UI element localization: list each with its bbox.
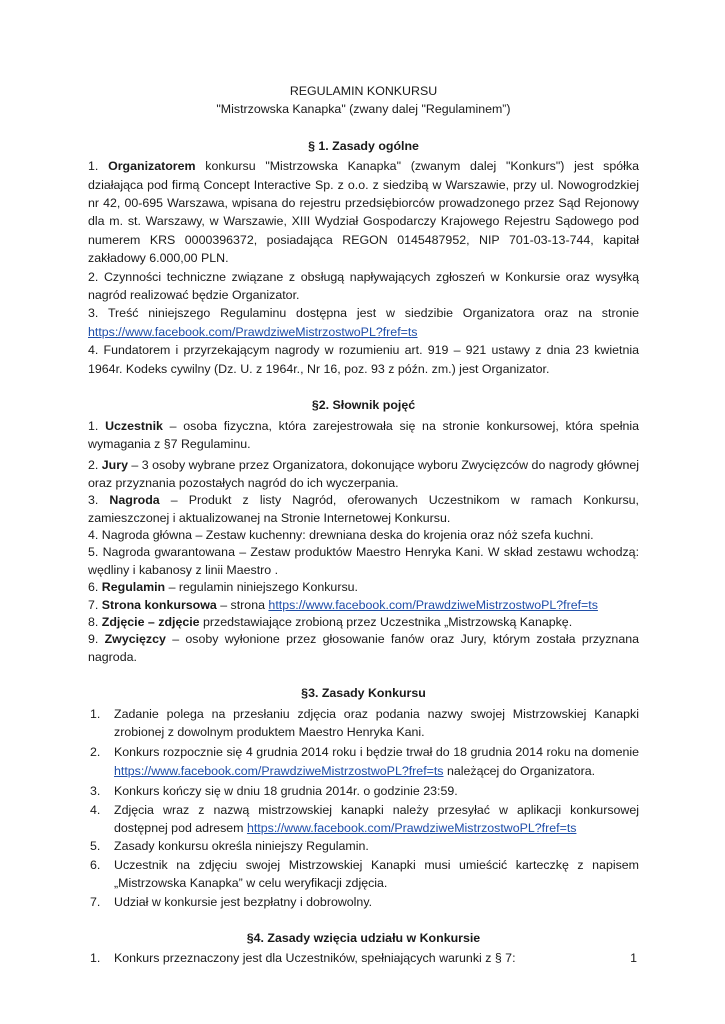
s2-item-1	[88, 417, 639, 454]
document-title: REGULAMIN KONKURSU	[289, 84, 438, 98]
item-text: Nagroda główna – Zestaw kuchenny: drewniana deska do krojenia oraz nóż szefa kuchni.	[101, 527, 594, 542]
section-4-title: §4. Zasady wzięcia udziału w Konkursie	[246, 931, 481, 946]
s2-item-8	[88, 614, 639, 631]
bold-term: Zdjęcie – zdjęcie	[101, 614, 200, 629]
paragraph-number: 1.	[88, 159, 109, 174]
s4-item-1	[88, 949, 639, 967]
item-text: – osoby wyłonione przez głosowanie fanów oraz Jury, którym została przyznana nagroda.	[88, 632, 639, 664]
s3-item-2	[88, 743, 639, 780]
s3-item-7	[88, 893, 639, 911]
document-subtitle: "Mistrzowska Kanapka" (zwany dalej "Regulaminem”)	[216, 102, 511, 117]
bold-term: Uczestnik	[105, 418, 163, 433]
facebook-link[interactable]: https://www.facebook.com/PrawdziweMistrzostwoPL?fref=ts	[88, 324, 418, 339]
s2-item-5	[88, 544, 639, 579]
s4-list	[88, 949, 639, 967]
item-number: 3.	[88, 493, 110, 508]
item-number: 4.	[90, 802, 101, 817]
item-text: przedstawiające zrobioną przez Uczestnika „Mistrzowską Kanapkę.	[199, 614, 573, 629]
item-text: – regulamin niniejszego Konkursu.	[165, 580, 358, 595]
item-number: 5.	[90, 839, 101, 854]
bold-term: Regulamin	[101, 580, 166, 595]
item-number: 4.	[88, 527, 102, 542]
page-number: 1	[630, 951, 637, 965]
document-header	[88, 82, 639, 119]
item-text: Udział w konkursie jest bezpłatny i dobrowolny.	[114, 894, 373, 909]
s3-list	[88, 705, 639, 911]
s1-paragraph-2: 2. Czynności techniczne związane z obsługą napływających zgłoszeń w Konkursie oraz wysyłką nagród realizować będzie Organizator.	[88, 269, 639, 303]
document-page	[88, 82, 639, 968]
paragraph-text: konkursu "Mistrzowska Kanapka" (zwanym dalej "Konkurs") jest spółka działająca pod firmą Concept Interactive Sp. z o.o. z siedzibą w Warszawie, przy ul. Nowogrodzkiej nr 42, 00-695 Warszawa, wpisana do rejestru przedsiębiorców prowadzonego przez Sąd Rejonowy dla m. st. Warszawy, w Warszawie, XIII Wydział Gospodarczy Krajowego Rejestru Sądowego pod numerem KRS 0000396372, posiadająca REGON 0145487952, NIP 701-03-13-744, kapitał zakładowy 6.000,00 PLN.	[88, 159, 639, 266]
item-number: 2.	[88, 458, 102, 473]
s1-paragraph-3	[88, 304, 639, 341]
item-text: – osoba fizyczna, która zarejestrowała się na stronie konkursowej, która spełnia wymagania z §7 Regulaminu.	[88, 418, 640, 451]
item-text: – 3 osoby wybrane przez Organizatora, dokonujące wyboru Zwycięzców do nagrody głównej oraz przyznania pozostałych nagród do ich wyczerpania.	[88, 458, 640, 490]
s3-item-4	[88, 801, 639, 838]
s2-item-6	[88, 579, 639, 596]
section-2-title: §2. Słownik pojęć	[311, 398, 416, 413]
section-3-title: §3. Zasady Konkursu	[301, 686, 426, 701]
item-text: Zdjęcia wraz z nazwą mistrzowskiej kanapki należy przesyłać w aplikacji konkursowej dostępnej pod adresem	[114, 802, 639, 836]
s3-item-5	[88, 837, 639, 855]
s2-item-7	[88, 597, 639, 614]
s1-paragraph-4: 4. Fundatorem i przyrzekającym nagrody w rozumieniu art. 919 – 921 ustawy z dnia 23 kwietnia 1964r. Kodeks cywilny (Dz. U. z 1964r., Nr 16, poz. 93 z późn. zm.) jest Organizator.	[88, 343, 639, 376]
facebook-link[interactable]: https://www.facebook.com/PrawdziweMistrzostwoPL?fref=ts	[246, 821, 577, 836]
facebook-link[interactable]: https://www.facebook.com/PrawdziweMistrzostwoPL?fref=ts	[114, 763, 444, 778]
s3-item-6	[88, 856, 639, 893]
s1-paragraph-1	[88, 157, 639, 267]
item-text: Zadanie polega na przesłaniu zdjęcia oraz podania nazwy swojej Mistrzowskiej Kanapki zrobionej z dowolnym produktem Maestro Henryka Kani.	[114, 706, 639, 739]
item-text-after: należącej do Organizatora.	[443, 763, 596, 778]
s2-item-3	[88, 492, 639, 527]
s2-item-4	[88, 527, 639, 544]
s2-item-9	[88, 631, 639, 666]
item-number: 2.	[90, 745, 101, 760]
item-number: 9.	[88, 632, 105, 647]
item-number: 6.	[88, 580, 102, 595]
item-number: 1.	[90, 951, 101, 966]
item-text: Konkurs rozpocznie się 4 grudnia 2014 roku i będzie trwał do 18 grudnia 2014 roku na domenie	[114, 745, 639, 760]
item-number: 7.	[90, 894, 101, 909]
bold-term: Strona konkursowa	[101, 597, 217, 612]
s2-item-2	[88, 457, 639, 492]
item-text: Zasady konkursu określa niniejszy Regulamin.	[114, 839, 369, 854]
facebook-link[interactable]: https://www.facebook.com/PrawdziweMistrzostwoPL?fref=ts	[268, 597, 598, 612]
bold-term: Nagroda	[109, 493, 160, 508]
bold-term: Jury	[101, 458, 128, 473]
item-number: 3.	[90, 784, 101, 799]
item-text: Konkurs kończy się w dniu 18 grudnia 2014r. o godzinie 23:59.	[114, 784, 458, 799]
item-number: 7.	[88, 597, 102, 612]
item-text: Uczestnik na zdjęciu swojej Mistrzowskiej Kanapki musi umieścić karteczkę z napisem „Mistrzowska Kanapka” w celu weryfikacji zdjęcia.	[114, 857, 639, 891]
s3-item-3	[88, 782, 639, 800]
item-number: 1.	[88, 418, 106, 433]
item-text: – Produkt z listy Nagród, oferowanych Uczestnikom w ramach Konkursu, zamieszczonej i aktualizowanej na Stronie Internetowej Konkursu.	[88, 493, 639, 525]
bold-term: Zwycięzcy	[104, 632, 166, 647]
item-text: – strona	[216, 597, 269, 612]
s3-item-1	[88, 705, 639, 742]
item-number: 8.	[88, 614, 102, 629]
item-text: Konkurs przeznaczony jest dla Uczestników, spełniających warunki z § 7:	[114, 951, 516, 966]
item-text: Nagroda gwarantowana – Zestaw produktów Maestro Henryka Kani. W skład zestawu wchodzą: wędliny i kabanosy z linii Maestro .	[88, 545, 640, 577]
bold-term: Organizatorem	[108, 159, 196, 174]
item-number: 5.	[88, 545, 103, 560]
item-number: 6.	[90, 857, 101, 872]
paragraph-text: 3. Treść niniejszego Regulaminu dostępna jest w siedzibie Organizatora oraz na stronie	[88, 306, 639, 321]
item-number: 1.	[90, 706, 101, 721]
section-1-title: § 1. Zasady ogólne	[308, 138, 419, 153]
